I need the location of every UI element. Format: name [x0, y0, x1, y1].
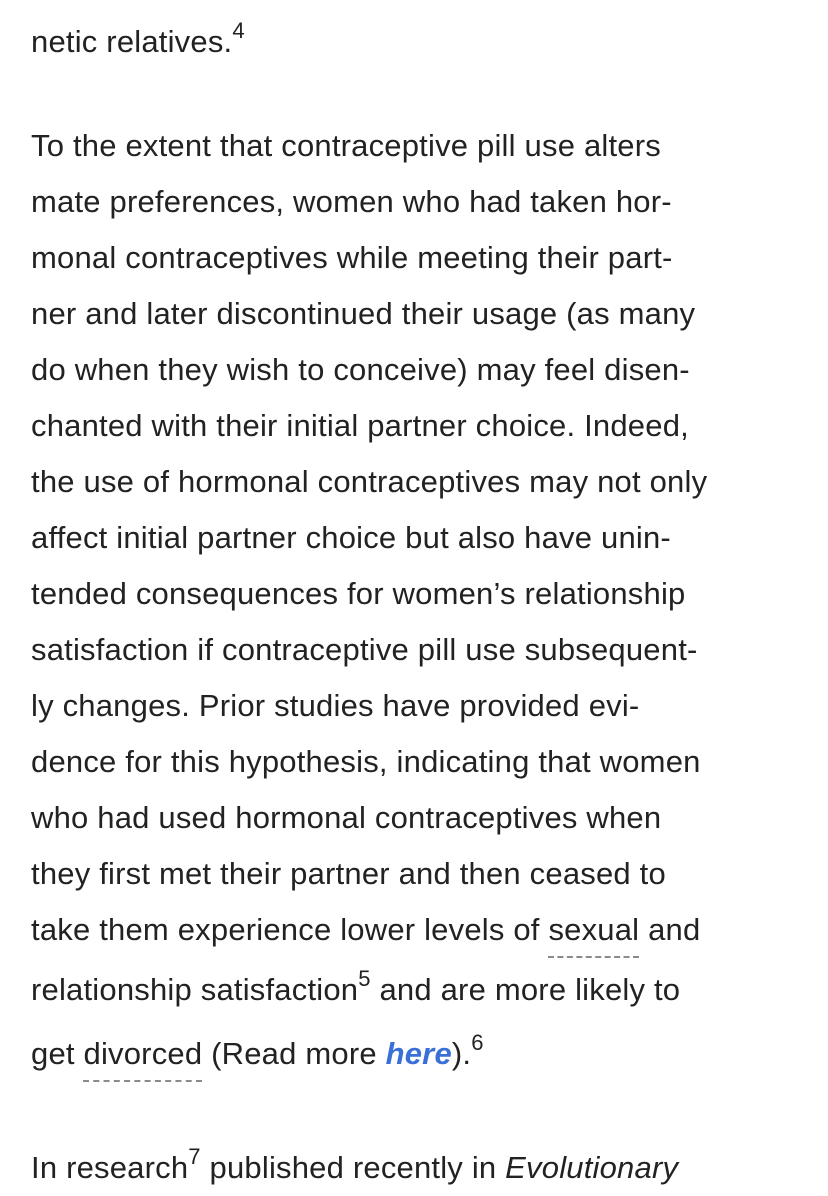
journal-name: Evolutionary [505, 1150, 679, 1185]
footnote-ref-7[interactable]: 7 [188, 1144, 201, 1169]
paragraph-line: ly changes. Prior studies have provided evi- [31, 688, 640, 723]
line-text: (Read more [202, 1036, 386, 1071]
line-text: ). [451, 1036, 472, 1071]
paragraph-line: chanted with their initial partner choice. Indeed, [31, 408, 689, 443]
paragraph-line: ner and later discontinued their usage (as many [31, 296, 696, 331]
footnote-ref-4[interactable]: 4 [232, 18, 245, 43]
footnote-ref-6[interactable]: 6 [471, 1030, 484, 1055]
paragraph-line: the use of hormonal contraceptives may not only [31, 464, 708, 499]
paragraph-line: mate preferences, women who had taken hor- [31, 184, 672, 219]
paragraph-line: dence for this hypothesis, indicating that women [31, 744, 701, 779]
paragraph-line: tended consequences for women’s relationship [31, 576, 686, 611]
footnote-ref-5[interactable]: 5 [358, 966, 371, 991]
line-text: and [639, 912, 701, 947]
read-more-link[interactable]: here [385, 1036, 452, 1071]
paragraph-line [31, 1022, 707, 1086]
glossary-term-sexual[interactable]: sexual [548, 912, 640, 947]
paragraph-text: In research [31, 1150, 189, 1185]
paragraph-contraceptive-effects [31, 118, 707, 1086]
paragraph-line: satisfaction if contraceptive pill use subsequent- [31, 632, 698, 667]
paragraph-research [31, 1140, 678, 1196]
line-text: take them experience lower levels of [31, 912, 549, 947]
paragraph-line [31, 902, 707, 958]
paragraph-line: they first met their partner and then ceased to [31, 856, 666, 891]
paragraph-line: To the extent that contraceptive pill use alters [31, 128, 661, 163]
paragraph-intro-end [31, 14, 245, 70]
paragraph-text: published recently in [200, 1150, 506, 1185]
line-text: and are more likely to [370, 972, 681, 1007]
paragraph-line: affect initial partner choice but also have unin- [31, 520, 671, 555]
line-text: get [31, 1036, 84, 1071]
paragraph-line [31, 958, 707, 1022]
glossary-term-divorced[interactable]: divorced [83, 1036, 203, 1071]
paragraph-line: monal contraceptives while meeting their part- [31, 240, 673, 275]
paragraph-line: do when they wish to conceive) may feel disen- [31, 352, 690, 387]
paragraph-text: netic relatives. [31, 24, 233, 59]
line-text: relationship satisfaction [31, 972, 359, 1007]
paragraph-line: who had used hormonal contraceptives when [31, 800, 662, 835]
